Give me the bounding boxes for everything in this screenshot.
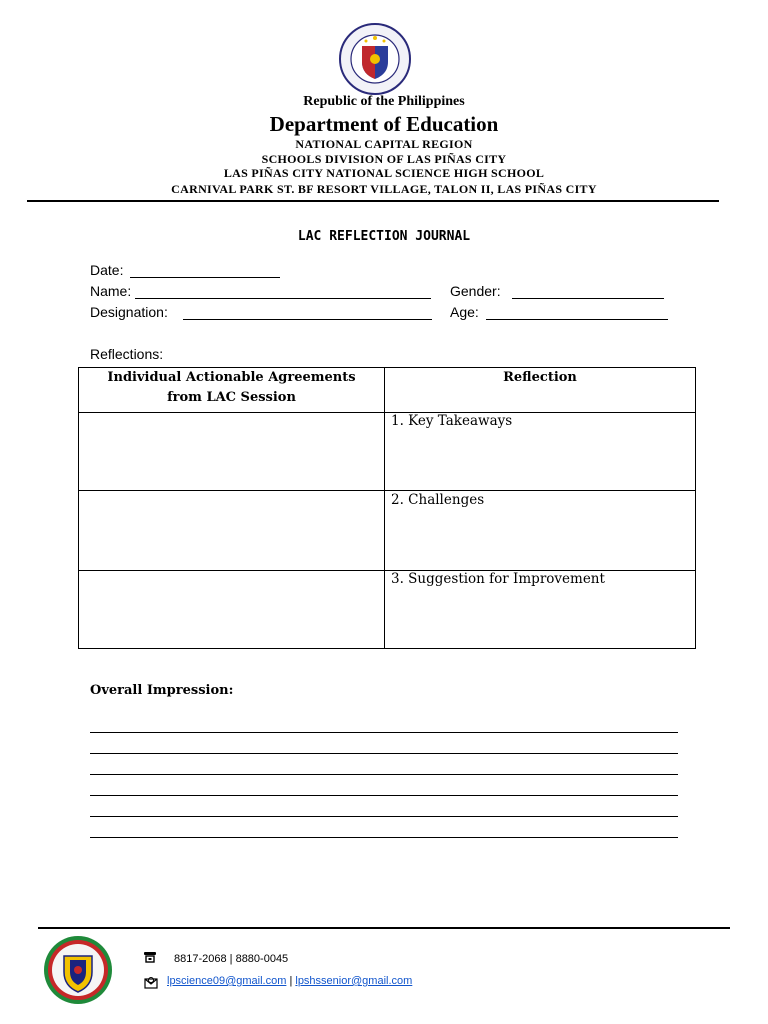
impression-line[interactable] <box>90 774 678 775</box>
designation-label: Designation: <box>90 304 168 320</box>
reflection-challenges: 2. Challenges <box>391 492 485 508</box>
division-line: SCHOOLS DIVISION OF LAS PIÑAS CITY <box>261 152 507 166</box>
address-line: CARNIVAL PARK ST. BF RESORT VILLAGE, TALON II, LAS PIÑAS CITY <box>171 182 597 196</box>
column-header-reflection: Reflection <box>503 370 577 385</box>
date-label: Date: <box>90 262 124 278</box>
reflection-key-takeaways: 1. Key Takeaways <box>391 413 513 429</box>
reflection-suggestion: 3. Suggestion for Improvement <box>391 571 605 587</box>
footer-divider <box>38 927 730 929</box>
footer-emails <box>167 975 412 987</box>
email-separator: | <box>289 975 293 987</box>
impression-line[interactable] <box>90 732 678 733</box>
column-header-agreements-line2: from LAC Session <box>167 390 296 405</box>
name-field[interactable] <box>135 298 431 299</box>
column-header-agreements-line1: Individual Actionable Agreements <box>107 370 356 385</box>
agreement-cell-2[interactable] <box>80 491 383 569</box>
school-logo <box>42 934 114 1006</box>
designation-field[interactable] <box>183 319 432 320</box>
school-line: LAS PIÑAS CITY NATIONAL SCIENCE HIGH SCHOOL <box>223 166 545 180</box>
form-title: LAC REFLECTION JOURNAL <box>297 229 471 244</box>
gender-label: Gender: <box>450 283 501 299</box>
age-field[interactable] <box>486 319 668 320</box>
table-column-divider <box>384 368 385 648</box>
impression-line[interactable] <box>90 816 678 817</box>
phone-icon <box>143 951 157 963</box>
impression-line[interactable] <box>90 837 678 838</box>
reflection-table <box>78 367 696 649</box>
deped-seal <box>338 22 412 96</box>
reflections-label: Reflections: <box>90 346 164 362</box>
name-label: Name: <box>90 283 132 299</box>
impression-line[interactable] <box>90 795 678 796</box>
email-link-lpscience[interactable]: lpscience09@gmail.com <box>167 975 287 987</box>
footer-phone: 8817-2068 | 8880-0045 <box>174 953 289 965</box>
agreement-cell-1[interactable] <box>80 413 383 489</box>
email-link-lpshssenior[interactable]: lpshssenior@gmail.com <box>295 975 413 987</box>
agreement-cell-3[interactable] <box>80 571 383 648</box>
column-header-agreements <box>79 368 384 408</box>
gender-field[interactable] <box>512 298 664 299</box>
date-field[interactable] <box>130 277 280 278</box>
age-label: Age: <box>450 304 479 320</box>
department-name: Department of Education <box>269 112 499 136</box>
email-icon <box>144 976 158 989</box>
republic-line: Republic of the Philippines <box>303 94 465 109</box>
impression-line[interactable] <box>90 753 678 754</box>
header-divider <box>27 200 719 202</box>
overall-impression-label: Overall Impression: <box>90 683 234 698</box>
region-line: NATIONAL CAPITAL REGION <box>295 137 473 151</box>
